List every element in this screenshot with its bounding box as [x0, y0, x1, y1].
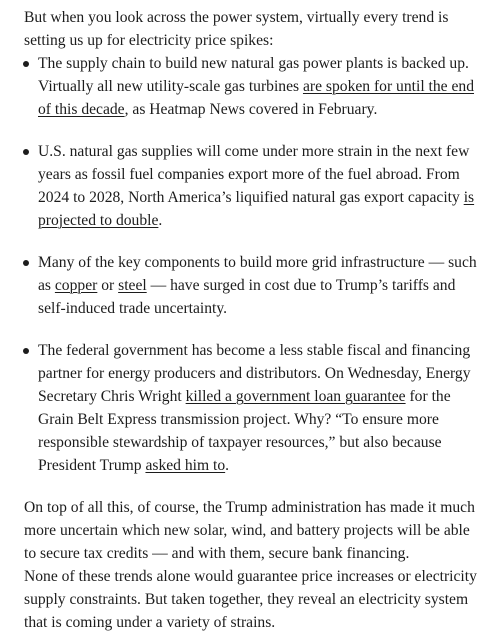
closing-paragraph-1: On top of all this, of course, the Trump administration has made it much more uncertain which new solar, wind, and battery projects will be able to secure tax credits — and with them, secure bank financing.: [24, 499, 475, 562]
link-gas-turbines-spoken-for[interactable]: are spoken for until the end of this decade: [38, 78, 475, 118]
bullet-dot: [23, 260, 29, 266]
list-item-text: .: [225, 457, 230, 474]
bullet-dot: [23, 149, 29, 155]
link-killed-loan-guarantee[interactable]: killed a government loan guarantee: [185, 388, 406, 405]
list-item-text: , as Heatmap News covered in February.: [124, 101, 378, 118]
link-asked-him-to[interactable]: asked him to: [145, 457, 226, 474]
list-item: [24, 140, 484, 232]
link-steel[interactable]: steel: [118, 277, 147, 294]
closing-paragraph-2: None of these trends alone would guarantee price increases or electricity supply constraints. But taken together, they reveal an electricity system that is coming under a variety of strains.: [24, 568, 477, 631]
bullet-dot: [23, 61, 29, 67]
list-item: [24, 339, 484, 477]
link-copper[interactable]: copper: [54, 277, 98, 294]
list-item-text: — have surged in cost due to Trump’s tariffs and self-induced trade uncertainty.: [38, 277, 456, 317]
list-item-text: or: [97, 277, 119, 294]
list-item-text: .: [158, 212, 163, 229]
list-item-text: The supply chain to build new natural gas power plants is backed up. Virtually all new utility-scale gas turbines: [38, 55, 469, 95]
link-lng-projected-to-double[interactable]: is projected to double: [38, 189, 475, 229]
list-item: [24, 251, 484, 320]
list-item: [24, 52, 484, 121]
list-item-text: The federal government has become a less stable fiscal and financing partner for energy producers and distributors. On Wednesday, Energy Secretary Chris Wright: [38, 342, 471, 405]
intro-paragraph: But when you look across the power system, virtually every trend is setting us up for electricity price spikes:: [24, 9, 449, 49]
bullet-dot: [23, 348, 29, 354]
trend-list: [24, 52, 484, 477]
list-item-text: for the Grain Belt Express transmission project. Why? “To ensure more responsible stewardship of taxpayer resources,” but also because President Trump: [38, 388, 451, 474]
list-item-text: Many of the key components to build more grid infrastructure — such as: [38, 254, 477, 294]
list-item-text: U.S. natural gas supplies will come under more strain in the next few years as fossil fuel companies export more of the fuel abroad. From 2024 to 2028, North America’s liquified natural gas export capacity: [38, 143, 470, 206]
